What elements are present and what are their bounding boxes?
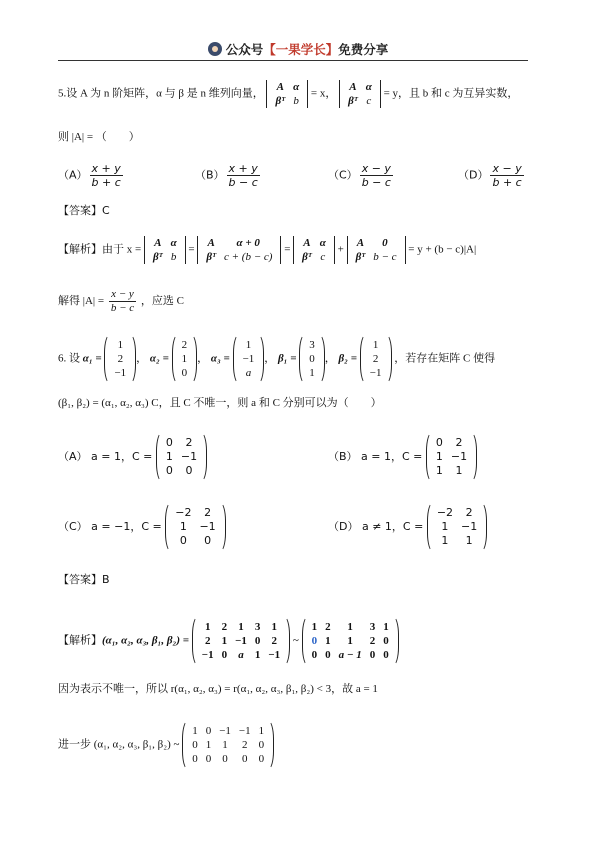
q5-det-1: A α βᵀ b (266, 80, 308, 108)
page-header: 公众号【一果学长】免费分享 (0, 40, 596, 58)
q6-stem: 6. 设 α₁ = 1 2 −1， α₂ = 2 1 0， α₃ = 1 −1 a， β₁ = 3 0 1， β₂ = 1 2 −1 ，若存在矩阵 C 使得 (58, 334, 495, 384)
q6-rank-text: 因为表示不唯一，所以 r(α₁, α₂, α₃) = r(α₁, α₂, α₃, β₁, β₂) < 3，故 a = 1 (58, 683, 378, 695)
q6-option-a: （A） a = 1，C = 0 2 1 −1 0 0 (58, 432, 207, 482)
q6-option-d: （D） a ≠ 1，C = −2 2 1 −1 1 1 (328, 502, 487, 552)
q6-option-b: （B） a = 1，C = 0 2 1 −1 1 1 (328, 432, 477, 482)
q6-stem-question: (β₁, β₂) = (α₁, α₂, α₃) C，且 C 不唯一，则 a 和 C 分别可以为（ ） (58, 397, 382, 409)
q5-solve: 解得 |A| = $\frac{x - y}{b - c}$ ，应选 C (58, 288, 184, 314)
q6-analysis: 【解析】(α₁, α₂, α₃, β₁, β₂) = 1 2 1 3 1 2 1 −1 0 2 −1 0 a 1 −1 ~ 1 2 1 3 1 0 1 1 2 0 0 0 a − 1 0 0 (58, 616, 399, 666)
brand-name: 一果学长 (275, 42, 326, 57)
avatar-icon (208, 42, 222, 56)
q6-option-c: （C） a = −1，C = −2 2 1 −1 0 0 (58, 502, 226, 552)
q5-answer: 【答案】C (58, 204, 110, 217)
q5-option-a: （A） $\frac{x + y}{b + c}$ (58, 162, 121, 189)
q6-answer: 【答案】B (58, 573, 110, 586)
q5-option-b: （B） $\frac{x + y}{b - c}$ (195, 162, 258, 189)
q5-option-c: （C） $\frac{x - y}{b - c}$ (328, 162, 391, 189)
q6-further: 进一步 (α₁, α₂, α₃, β₁, β₂) ~ 1 0 −1 −1 1 0 1 1 2 0 0 0 0 0 0 (58, 720, 274, 770)
q5-analysis: 【解析】由于 x = A α βᵀ b = A α + 0 βᵀ c + (b − c) = A α βᵀ c + A 0 βᵀ b − c = y + (b − c)|A| (58, 237, 477, 263)
q5-stem-question: 则 |A| = （ ） (58, 131, 140, 143)
header-divider (58, 60, 528, 61)
q5-stem: 5.设 A 为 n 阶矩阵，α 与 β 是 n 维列向量， A α βᵀ b = x， A α βᵀ c = y，且 b 和 c 为互异实数， (58, 81, 519, 107)
q5-det-2: A α βᵀ c (339, 80, 381, 108)
q5-option-d: （D） $\frac{x - y}{b + c}$ (458, 162, 522, 189)
